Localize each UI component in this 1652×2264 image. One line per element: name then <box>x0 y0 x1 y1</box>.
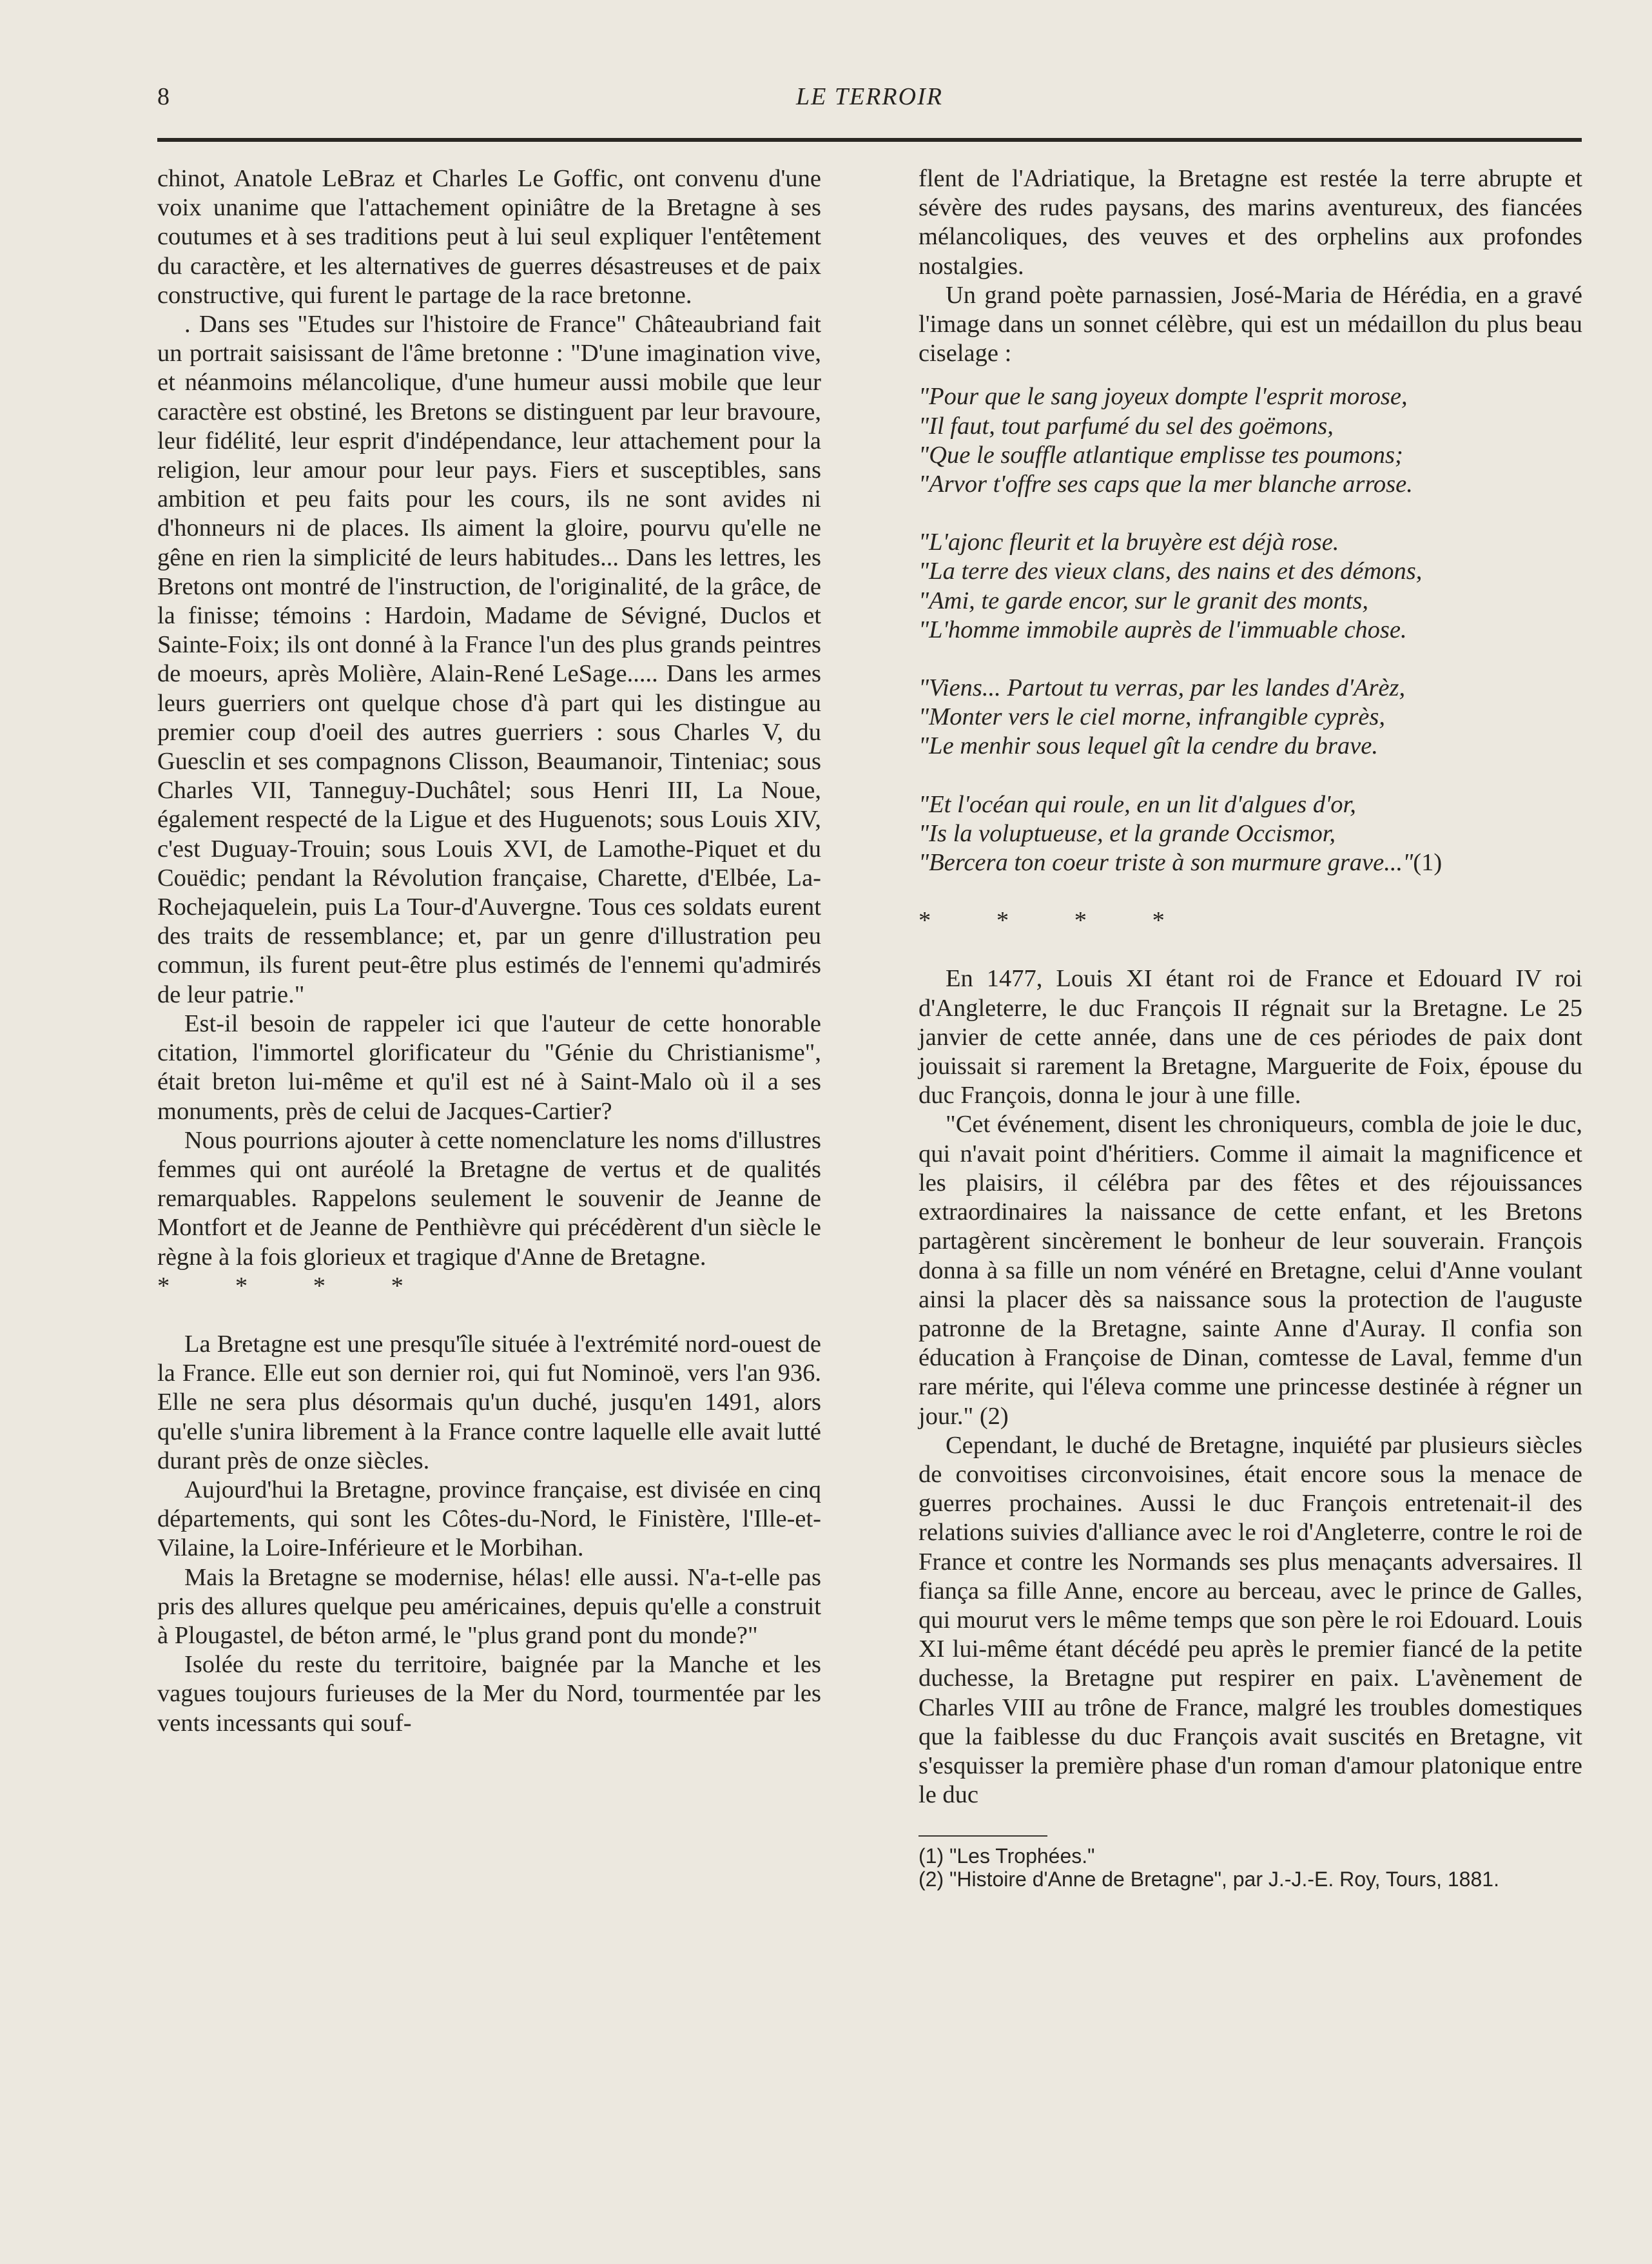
header-rule <box>157 138 1582 142</box>
spacer <box>157 1301 821 1330</box>
verse-line: "Pour que le sang joyeux dompte l'esprit morose, <box>918 383 1408 411</box>
stanza <box>918 528 1582 645</box>
stanza <box>918 674 1582 761</box>
section-separator: * * * * <box>157 1272 433 1300</box>
paragraph: chinot, Anatole LeBraz et Charles Le Goffic, ont convenu d'une voix unanime que l'attachement opiniâtre de la Bretagne à ses coutumes et à ses traditions peut à lui seul expliquer l'entêtement du caractère, et les alternatives de guerres désastreuses et de paix constructive, qui furent le partage de la race bretonne. <box>157 165 821 309</box>
footnote: (1) "Les Trophées." <box>918 1844 1095 1868</box>
left-column <box>157 164 821 1738</box>
paragraph: . Dans ses "Etudes sur l'histoire de France" Châteaubriand fait un portrait saisissant de l'âme bretonne : "D'une imagination vive, et néanmoins mélancolique, d'une humeur aussi mobile que leur caractère est obstiné, les Bretons se distinguent par leur bravoure, leur fidélité, leur esprit d'indépendance, leur attachement pour la religion, leur amour pour leur pays. Fiers et susceptibles, sans ambition et peu faits pour les cours, ils ne sont avides ni d'honneurs ni de places. Ils aiment la gloire, pourvu qu'elle ne gêne en rien la simplicité de leurs habitudes... Dans les lettres, les Bretons ont montré de l'instruction, de l'originalité, de la grâce, de la finisse; témoins : Hardoin, Madame de Sévigné, Duclos et Sainte-Foix; ils ont donné à la France l'un des plus grands peintres de moeurs, après Molière, Alain-René LeSage..... Dans les armes leurs guerriers ont quelque chose d'à part qui les distingue au premier coup d'oeil des autres guerriers : sous Charles V, du Guesclin et ses compagnons Clisson, Beaumanoir, Tinteniac; sous Charles VII, Tanneguy-Duchâtel; sous Henri III, La Noue, également respecté de la Ligue et des Huguenots; sous Louis XIV, c'est Duguay-Trouin; sous Louis XVI, de Lamothe-Piquet et du Couëdic; pendant la Révolution française, Charette, d'Elbée, La-Rochejaquelein, puis La Tour-d'Auvergne. Tous ces soldats eurent des traits de ressemblance; et, par un genre d'illustration peu commun, ils furent peut-être plus estimés de l'ennemi qu'admirés de leur patrie." <box>157 311 821 1008</box>
spacer <box>918 935 1582 964</box>
paragraph: Isolée du reste du territoire, baignée par la Manche et les vagues toujours furieuses de la Mer du Nord, tourmentée par les vents incessants qui souf- <box>157 1651 821 1737</box>
verse-line: "Ami, te garde encor, sur le granit des monts, <box>918 587 1369 614</box>
paragraph: La Bretagne est une presqu'île située à l'extrémité nord-ouest de la France. Elle eut son dernier roi, qui fut Nominoë, vers l'an 936. Elle ne sera plus désormais qu'un duché, jusqu'en 1491, alors qu'elle s'unira librement à la France contre laquelle elle avait lutté durant près de onze siècles. <box>157 1330 821 1474</box>
verse-line: "Il faut, tout parfumé du sel des goëmons, <box>918 412 1334 440</box>
paragraph: En 1477, Louis XI étant roi de France et Edouard IV roi d'Angleterre, le duc François II régnait sur la Bretagne. Le 25 janvier de cette année, dans une de ces périodes de paix dont jouissait si rarement la Bretagne, Marguerite de Foix, épouse du duc François, donna le jour à une fille. <box>918 965 1582 1109</box>
right-column <box>918 164 1582 1891</box>
paragraph: Est-il besoin de rappeler ici que l'auteur de cette honorable citation, l'immortel glorificateur du "Génie du Christianisme", était breton lui-même et qu'il est né à Saint-Malo où il a ses monuments, près de celui de Jacques-Cartier? <box>157 1010 821 1125</box>
paragraph: Cependant, le duché de Bretagne, inquiété par plusieurs siècles de convoitises circonvoisines, était encore sous la menace de guerres prochaines. Aussi le duc François entretenait-il des relations suivies d'alliance avec le roi d'Angleterre, contre le roi de France et contre les Normands ses plus menaçants adversaires. Il fiança sa fille Anne, encore au berceau, avec le prince de Galles, qui mourut vers le même temps que son père le roi Edouard. Louis XI lui-même étant décédé peu après le premier fiancé de la petite duchesse, la Bretagne put respirer en paix. L'avènement de Charles VIII au trône de France, malgré les troubles domestiques que la faiblesse du duc François avait suscités en Bretagne, vit s'esquisser la première phase d'un roman d'amour platonique entre le duc <box>918 1431 1582 1809</box>
stanza <box>918 382 1582 499</box>
verse-line: "Arvor t'offre ses caps que la mer blanche arrose. <box>918 471 1413 498</box>
paragraph: Un grand poète parnassien, José-Maria de Hérédia, en a gravé l'image dans un sonnet célèbre, qui est un médaillon du plus beau ciselage : <box>918 281 1582 367</box>
sonnet <box>918 382 1582 877</box>
footnote-ref: (1) <box>1413 849 1443 877</box>
footnote: (2) "Histoire d'Anne de Bretagne", par J.-J.-E. Roy, Tours, 1881. <box>918 1868 1499 1891</box>
verse-line <box>918 848 1582 877</box>
paragraph: Nous pourrions ajouter à cette nomenclature les noms d'illustres femmes qui ont auréolé la Bretagne de vertus et de qualités remarquables. Rappelons seulement le souvenir de Jeanne de Montfort et de Jeanne de Penthièvre qui précédèrent d'un siècle le règne à la fois glorieux et tragique d'Anne de Bretagne. <box>157 1126 821 1271</box>
paragraph: Aujourd'hui la Bretagne, province française, est divisée en cinq départements, qui sont les Côtes-du-Nord, le Finistère, l'Ille-et-Vilaine, la Loire-Inférieure et le Morbihan. <box>157 1476 821 1562</box>
verse-line: "L'ajonc fleurit et la bruyère est déjà rose. <box>918 529 1339 556</box>
page-number: 8 <box>157 83 170 110</box>
verse-line: "L'homme immobile auprès de l'immuable chose. <box>918 616 1407 643</box>
verse-line: "La terre des vieux clans, des nains et des démons, <box>918 558 1423 585</box>
verse-line: "Monter vers le ciel morne, infrangible cyprès, <box>918 703 1385 731</box>
section-separator: * * * * <box>918 907 1194 935</box>
running-title: LE TERROIR <box>796 83 943 110</box>
paragraph: "Cet événement, disent les chroniqueurs, combla de joie le duc, qui n'avait point d'héritiers. Comme il aimait la magnificence et les plaisirs, il célébra par des fêtes et des réjouissances extraordinaires la naissance de cette enfant, et les Bretons partagèrent sincèrement le bonheur de leur souverain. François donna à sa fille un nom vénéré en Bretagne, celui d'Anne voulant ainsi la placer dès sa naissance sous la protection de l'auguste patronne de la Bretagne, sainte Anne d'Auray. Il confia son éducation à Françoise de Dinan, comtesse de Laval, femme d'un rare mérite, qui l'éleva comme une princesse destinée à régner un jour." (2) <box>918 1111 1582 1430</box>
verse-line: "Que le souffle atlantique emplisse tes poumons; <box>918 441 1403 469</box>
paragraph: flent de l'Adriatique, la Bretagne est restée la terre abrupte et sévère des rudes paysans, des marins aventureux, des fiancées mélancoliques, des veuves et des orphelins aux profondes nostalgies. <box>918 165 1582 280</box>
verse-text: "Bercera ton coeur triste à son murmure grave..." <box>918 849 1414 877</box>
verse-line: "Is la voluptueuse, et la grande Occismor, <box>918 819 1336 847</box>
footnote-rule <box>918 1835 1047 1837</box>
verse-line: "Et l'océan qui roule, en un lit d'algues d'or, <box>918 790 1356 818</box>
page-header <box>157 83 1582 121</box>
stanza <box>918 790 1582 878</box>
verse-line: "Le menhir sous lequel gît la cendre du brave. <box>918 732 1378 760</box>
verse-line: "Viens... Partout tu verras, par les landes d'Arèz, <box>918 674 1406 702</box>
paragraph: Mais la Bretagne se modernise, hélas! elle aussi. N'a-t-elle pas pris des allures quelque peu américaines, depuis qu'elle a construit à Plougastel, de béton armé, le "plus grand pont du monde?" <box>157 1563 821 1649</box>
